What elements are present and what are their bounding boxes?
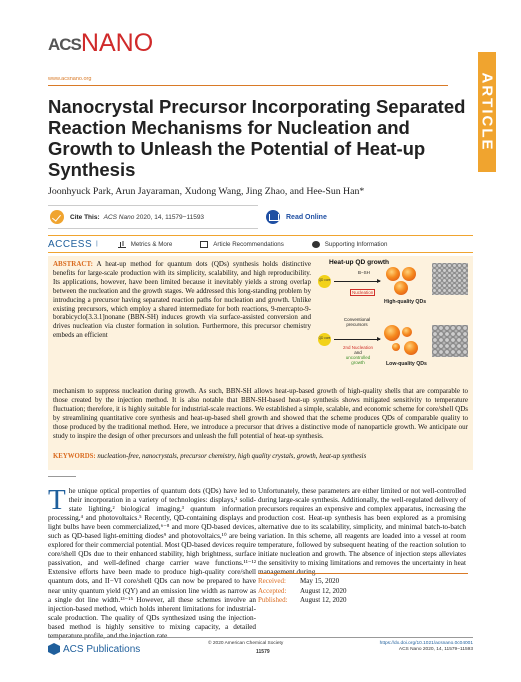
supporting-label: Supporting Information bbox=[324, 240, 388, 248]
qd-ball-3 bbox=[394, 281, 408, 295]
read-online-label: Read Online bbox=[286, 213, 327, 221]
cite-details: 2020, 14, 11579−11593 bbox=[136, 213, 205, 221]
published-row bbox=[258, 596, 468, 606]
arrow-bottom bbox=[334, 339, 380, 340]
cite-text bbox=[104, 214, 204, 221]
access-label: ACCESS bbox=[48, 238, 93, 250]
supporting-info-link[interactable] bbox=[312, 241, 388, 248]
cite-row bbox=[48, 205, 468, 229]
growth-label: growth bbox=[351, 360, 365, 365]
accepted-label: Accepted: bbox=[258, 586, 287, 595]
abstract-label: ABSTRACT: bbox=[53, 260, 93, 268]
keywords-text: nucleation-free, nanocrystals, precursor chemistry, high quality crystals, growth, heat-up synthesis bbox=[97, 453, 367, 460]
doi-block bbox=[380, 641, 473, 653]
article-dates bbox=[258, 573, 468, 606]
read-online-icon bbox=[266, 210, 280, 224]
lq-ball-4 bbox=[404, 341, 418, 355]
lq-ball-3 bbox=[392, 343, 400, 351]
received-row bbox=[258, 577, 468, 587]
copyright: © 2020 American Chemical Society bbox=[208, 641, 284, 646]
qd-core-top: QD core bbox=[318, 275, 331, 288]
qd-ball-2 bbox=[402, 267, 416, 281]
tem-image-top bbox=[432, 263, 468, 295]
journal-logo bbox=[48, 30, 153, 56]
keywords-label: KEYWORDS: bbox=[53, 453, 96, 460]
uncontrolled-label: uncontrolled bbox=[345, 355, 371, 360]
toc-title: Heat-up QD growth bbox=[329, 259, 390, 266]
published-date: August 12, 2020 bbox=[300, 596, 347, 604]
body-column-right bbox=[258, 487, 466, 577]
bar-chart-icon bbox=[118, 241, 126, 248]
cite-this-box[interactable] bbox=[48, 205, 258, 229]
doi-link[interactable]: https://dx.doi.org/10.1021/acsnano.0c04001 bbox=[379, 641, 473, 646]
document-icon bbox=[200, 241, 208, 248]
lq-ball-2 bbox=[402, 327, 412, 337]
footer-citation: ACS Nano 2020, 14, 11579−11593 bbox=[398, 647, 473, 652]
received-date: May 15, 2020 bbox=[300, 577, 340, 585]
body-left-text: he unique optical properties of quantum dots (QDs) have led to their incorporation in a variety of technologies: displays,¹ solid-state lighting,² biological imaging,³ quantum information processing,⁴ and photovoltaics.⁵ Recently, QD-containing displays and light bulbs have been commercialized,⁶⁻⁸ and more QD-based devices, such as QD-based light-emitting diodes⁹ and photovoltaics,¹⁰ are being explored for their commercial potential. Most QD-based devices require core/shell QDs due to their enhanced stability, high brightness, surface passivation, and well-defined charge carrier wave functions.¹¹⁻¹² Extensive efforts have been made to produce high-quality core/shell quantum dots, and II−VI core/shell QDs can now be prepared to have near unity quantum yield (QY) and an emission line width as narrow as a single dot line width.¹³⁻¹⁵ However, all these schemes involve an injection-based method, which holds inherent limitations for industrial-scale production. The quality of QDs synthesized using the injection-based method is highly sensitive to mixing capacity, a detailed temperature profile, and the injection rate. bbox=[48, 487, 256, 640]
abstract-text-bottom: mechanism to suppress nucleation during growth. As such, BBN-SH allows heat-up-based growth of high-quality shells that are comparable to those created by the injection method. It is also notable that BBN-SH-based heat-up synthesis shows mitigated sensitivity to temperature fluctuation; therefore, it is highly suitable for industrial-scale reactions. We established a simple, scalable, and economic scheme for core/shell QDs by streamlining quantitative core synthesis and heat-up-based shell growth and showed that the scheme produces QDs of comparable quality to those produced by the traditional method. Here, we introduce a precursor that drives a distinctive mode of nanoparticle growth. We anticipate our study to inspire the design of other precursors and unleash the full potential of heat-up synthesis. bbox=[53, 387, 468, 440]
read-online-button[interactable] bbox=[266, 205, 468, 229]
and-label: and bbox=[354, 350, 362, 355]
arrow-top bbox=[334, 281, 380, 282]
body-right-text: Unfortunately, these parameters are either limited or not well-controlled during large-scale synthesis. Additionally, the well-regulated delivery of precursors requires an expensive and complex apparatus, increasing the production cost. Heat-up synthesis has been explored as a promising alternative due to its scalability, simplicity, and minimal batch-to-batch variation. In this scheme, all reagents are loaded into a vessel at room temperature, followed by subsequent heating of the reaction solution to initiate nucleation and growth. The absence of injection steps alleviates the sensitivity to mixing limitations and removes the uncertainty in heat management during bbox=[258, 487, 466, 577]
abstract-narrow: A heat-up method for quantum dots (QDs) synthesis holds distinctive benefits for large-scale production with its simplicity, scalability, and high reproducibility. Its applications, however, have been limited because it inevitably yields a strong overlap between the nucleation and the growth stages. We addressed this long-standing problem by introducing a precursor having separated reaction paths for nucleation and growth. Unlike existing precursors, which employ a shared intermediate for both reactions, 9-mercapto-9-borabicyclo[3.3.1]nonane (BBN-SH) induces growth via surface-assisted conversion and drives nucleation via cluster formation in solution. Furthermore, this precursor chemistry embeds an efficient bbox=[53, 260, 311, 340]
section-tab bbox=[478, 52, 496, 172]
page-footer bbox=[48, 637, 473, 657]
logo-nano: NANO bbox=[80, 29, 154, 57]
dropcap: T bbox=[48, 484, 66, 516]
bbn-sh-label: B−SH bbox=[358, 270, 370, 275]
high-quality-label: High-quality QDs bbox=[384, 299, 427, 305]
article-authors: Joonhyuck Park, Arun Jayaraman, Xudong Wang, Jing Zhao, and Hee-Sun Han* bbox=[48, 186, 365, 197]
access-bar bbox=[48, 235, 473, 253]
toc-graphic bbox=[316, 259, 470, 383]
conventional-label: Conventional precursors bbox=[343, 317, 371, 327]
qd-ball-1 bbox=[386, 267, 400, 281]
check-circle-icon bbox=[50, 210, 64, 224]
header-rule bbox=[48, 85, 448, 86]
cite-label: Cite This: bbox=[70, 213, 100, 221]
page-number: 11579 bbox=[256, 649, 270, 655]
recommendations-link[interactable] bbox=[200, 241, 284, 248]
journal-url[interactable]: www.acsnano.org bbox=[48, 76, 92, 82]
lq-ball-1 bbox=[384, 325, 400, 341]
article-title: Nanocrystal Precursor Incorporating Separated Reaction Mechanisms for Nucleation and Growth to Unleash the Potential of Heat-up Synthesis bbox=[48, 96, 466, 180]
body-column-left bbox=[48, 484, 256, 641]
acs-publications-logo[interactable] bbox=[48, 643, 140, 655]
qd-core-bottom: QD core bbox=[318, 333, 331, 346]
body-divider bbox=[48, 476, 76, 477]
cite-journal: ACS Nano bbox=[103, 213, 135, 221]
recommendations-label: Article Recommendations bbox=[213, 240, 284, 248]
published-label: Published: bbox=[258, 596, 288, 604]
access-separator: | bbox=[96, 241, 98, 247]
accepted-date: August 12, 2020 bbox=[300, 586, 347, 595]
publisher-name: ACS Publications bbox=[63, 643, 141, 655]
metrics-label: Metrics & More bbox=[130, 240, 173, 248]
second-nucleation-label: 2nd Nucleation bbox=[342, 345, 374, 350]
low-quality-label: Low-quality QDs bbox=[386, 361, 427, 367]
acs-hexagon-icon bbox=[48, 643, 60, 655]
section-tab-label: ARTICLE bbox=[478, 72, 496, 152]
tem-image-bottom bbox=[432, 325, 468, 357]
metrics-link[interactable] bbox=[118, 241, 173, 248]
received-label: Received: bbox=[258, 577, 286, 585]
accepted-row bbox=[258, 587, 468, 597]
supporting-info-icon bbox=[312, 241, 320, 248]
abstract-text-top bbox=[53, 260, 311, 340]
nucleation-struck-label: Nucleation bbox=[352, 290, 374, 295]
abstract-box bbox=[48, 256, 473, 470]
keywords bbox=[53, 453, 468, 462]
logo-acs: ACS bbox=[48, 35, 81, 54]
